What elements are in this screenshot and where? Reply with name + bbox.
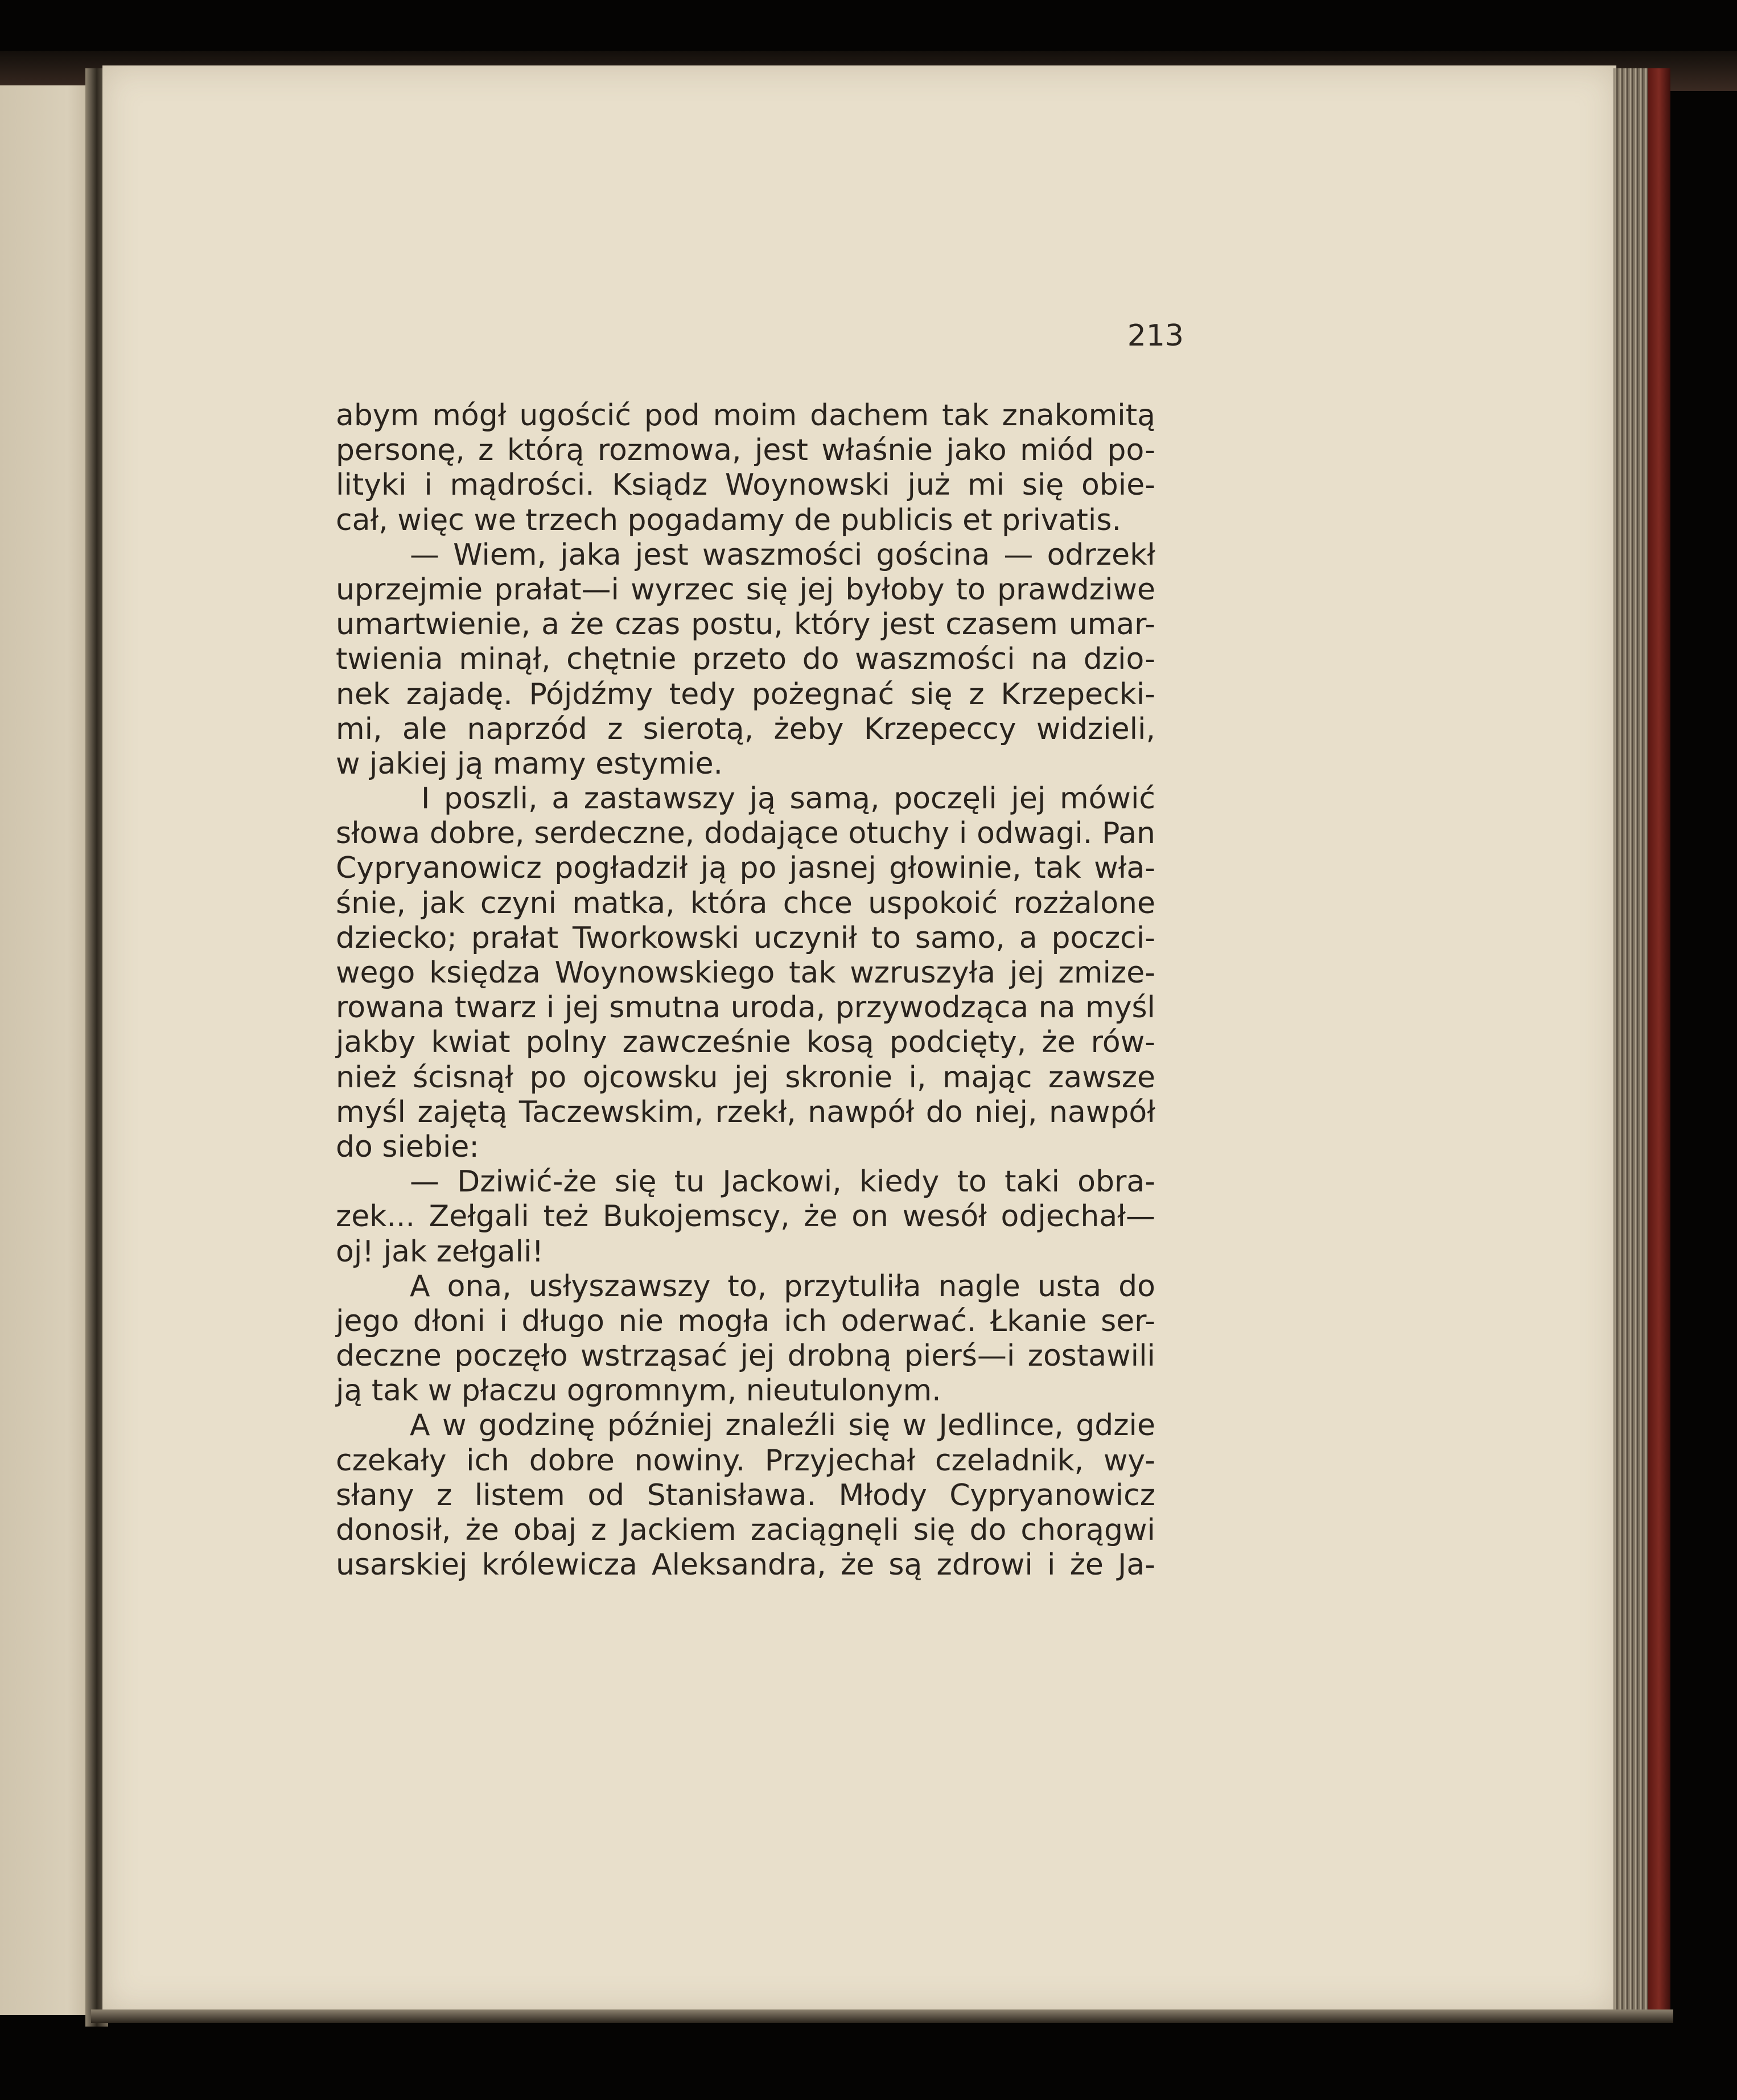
page-number: 213	[1127, 319, 1184, 353]
text-line: mi, ale naprzód z sierotą, żeby Krzepeccy widzieli,	[336, 712, 1155, 746]
text-line: rowana twarz i jej smutna uroda, przywodząca na myśl	[336, 991, 1155, 1025]
text-line: jego dłoni i długo nie mogła ich oderwać. Łkanie ser-	[336, 1304, 1155, 1338]
text-line: lityki i mądrości. Ksiądz Woynowski już mi się obie-	[336, 468, 1155, 503]
book-cover-edge	[1648, 68, 1670, 2021]
page-edges	[1613, 68, 1650, 2015]
text-line: donosił, że obaj z Jackiem zaciągnęli się do chorągwi	[336, 1513, 1155, 1547]
text-line: A ona, usłyszawszy to, przytuliła nagle usta do	[410, 1269, 1155, 1304]
bottom-page-edge	[91, 2009, 1673, 2023]
text-line: deczne poczęło wstrząsać jej drobną pierś—i zostawili	[336, 1339, 1155, 1374]
text-line: oj! jak zełgali!	[336, 1234, 544, 1269]
text-line: personę, z którą rozmowa, jest właśnie jako miód po-	[336, 433, 1155, 468]
text-line: cał, więc we trzech pogadamy de publicis et privatis.	[336, 503, 1121, 537]
text-line: nież ścisnął po ojcowsku jej skronie i, mając zawsze	[336, 1060, 1155, 1095]
text-line: usarskiej królewicza Aleksandra, że są zdrowi i że Ja-	[336, 1548, 1155, 1583]
text-line: w jakiej ją mamy estymie.	[336, 746, 723, 781]
text-line: uprzejmie prałat—i wyrzec się jej byłoby to prawdziwe	[336, 572, 1155, 607]
text-line: czekały ich dobre nowiny. Przyjechał czeladnik, wy-	[336, 1443, 1155, 1478]
text-line: jakby kwiat polny zawcześnie kosą podcięty, że rów-	[336, 1025, 1155, 1060]
text-line: ją tak w płaczu ogromnym, nieutulonym.	[336, 1374, 941, 1408]
text-line: słany z listem od Stanisława. Młody Cypryanowicz	[336, 1478, 1155, 1513]
text-line: abym mógł ugościć pod moim dachem tak znakomitą	[336, 398, 1155, 433]
text-line: Cypryanowicz pogładził ją po jasnej głowinie, tak wła-	[336, 851, 1155, 886]
text-line: — Wiem, jaka jest waszmości gościna — odrzekł	[410, 537, 1155, 572]
text-line: A w godzinę później znaleźli się w Jedlince, gdzie	[410, 1408, 1155, 1443]
text-line: myśl zajętą Taczewskim, rzekł, nawpół do niej, nawpół	[336, 1095, 1155, 1129]
text-line: zek... Zełgali też Bukojemscy, że on wesół odjechał—	[336, 1199, 1155, 1234]
text-line: nek zajadę. Pójdźmy tedy pożegnać się z Krzepecki-	[336, 677, 1155, 712]
text-line: do siebie:	[336, 1129, 479, 1164]
page-text	[336, 398, 1155, 1583]
text-line: — Dziwić-że się tu Jackowi, kiedy to taki obra-	[410, 1165, 1155, 1199]
left-page-edge	[0, 85, 97, 2015]
text-line: wego księdza Woynowskiego tak wzruszyła jej zmize-	[336, 956, 1155, 990]
text-line: twienia minął, chętnie przeto do waszmości na dzio-	[336, 642, 1155, 677]
text-line: dziecko; prałat Tworkowski uczynił to samo, a poczci-	[336, 920, 1155, 955]
text-line: umartwienie, a że czas postu, który jest czasem umar-	[336, 607, 1155, 642]
text-line: śnie, jak czyni matka, która chce uspokoić rozżalone	[336, 886, 1155, 920]
text-line: słowa dobre, serdeczne, dodające otuchy i odwagi. Pan	[336, 816, 1155, 851]
text-line: I poszli, a zastawszy ją samą, poczęli jej mówić	[421, 782, 1155, 816]
